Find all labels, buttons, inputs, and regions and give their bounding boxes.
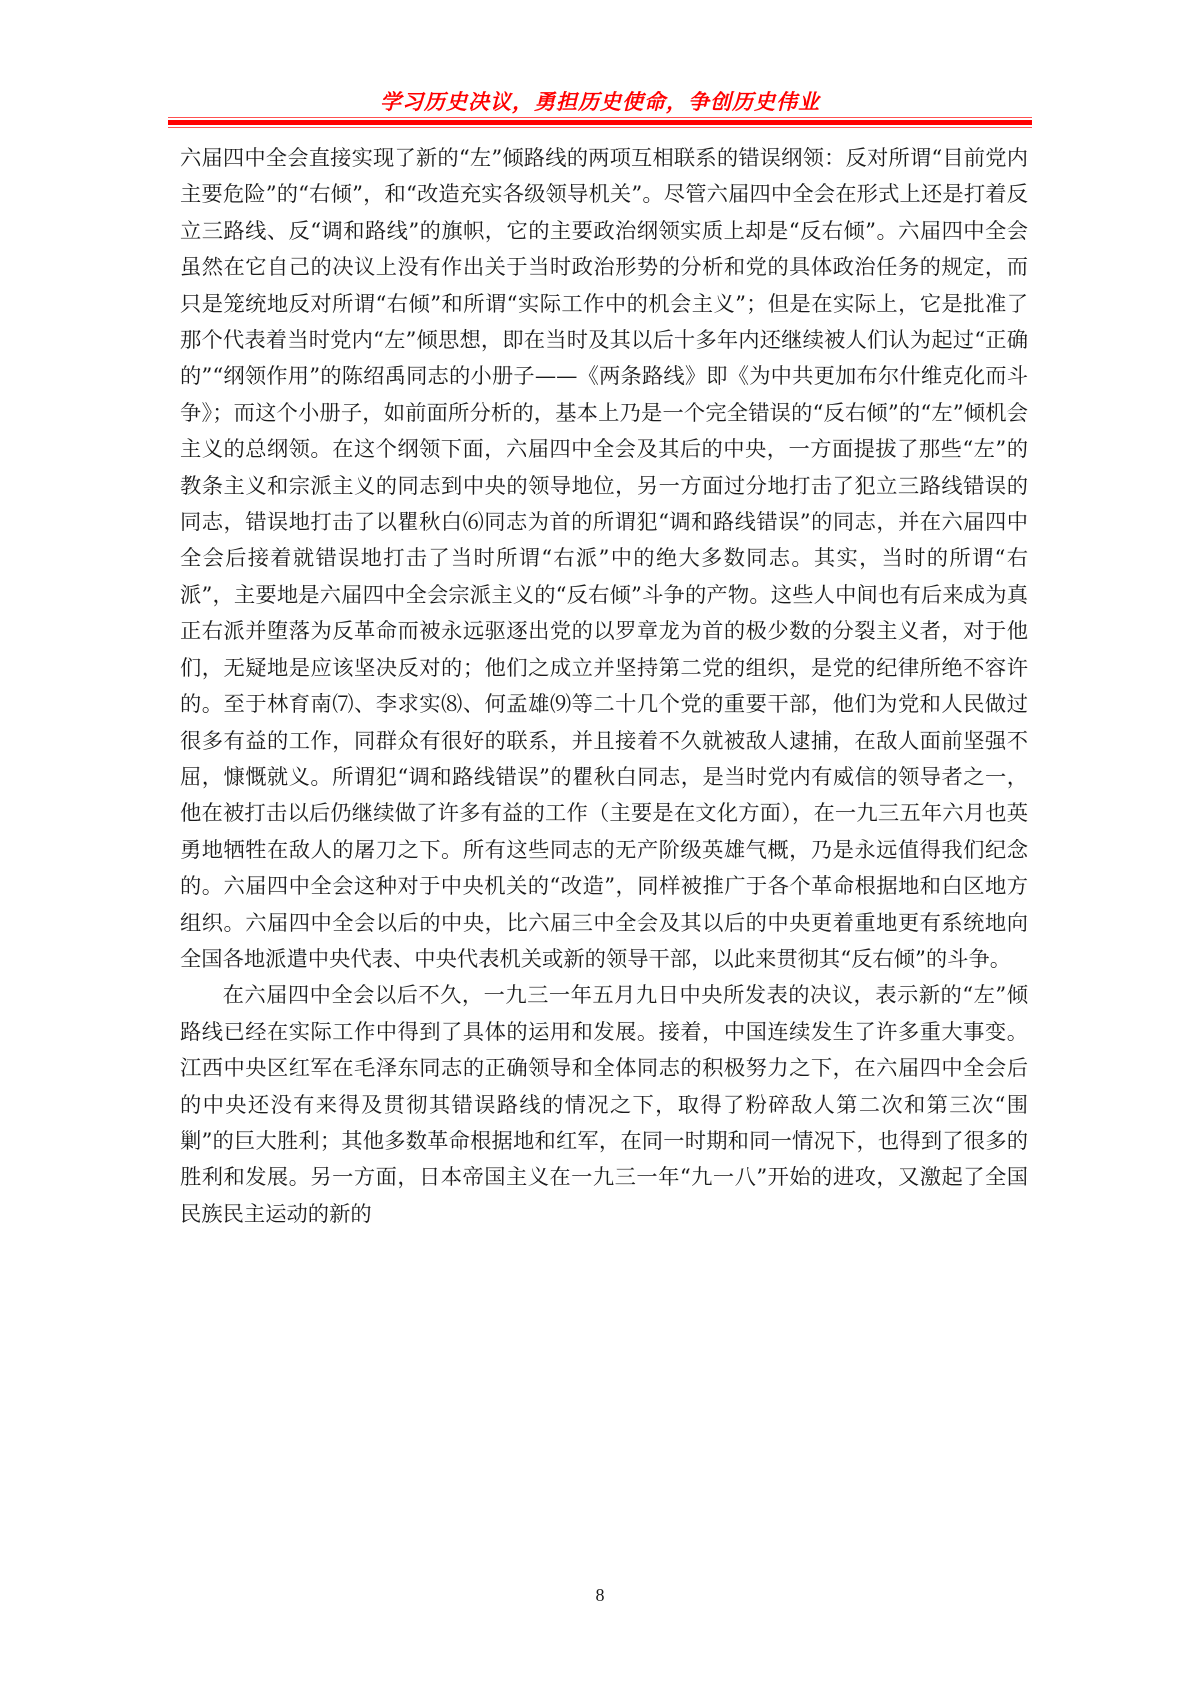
paragraph: 六届四中全会直接实现了新的“左”倾路线的两项互相联系的错误纲领：反对所谓“目前党内主要危险”的“右倾”，和“改造充实各级领导机关”。尽管六届四中全会在形式上还是打着反立三路线、反“调和路线”的旗帜，它的主要政治纲领实质上却是“反右倾”。六届四中全会虽然在它自己的决议上没有作出关于当时政治形势的分析和党的具体政治任务的规定，而只是笼统地反对所谓“右倾”和所谓“实际工作中的机会主义”；但是在实际上，它是批准了那个代表着当时党内“左”倾思想，即在当时及其以后十多年内还继续被人们认为起过“正确的”“纲领作用”的陈绍禹同志的小册子——《两条路线》即《为中共更加布尔什维克化而斗争》；而这个小册子，如前面所分析的，基本上乃是一个完全错误的“反右倾”的“左”倾机会主义的总纲领。在这个纲领下面，六届四中全会及其后的中央，一方面提拔了那些“左”的教条主义和宗派主义的同志到中央的领导地位，另一方面过分地打击了犯立三路线错误的同志，错误地打击了以瞿秋白⑹同志为首的所谓犯“调和路线错误”的同志，并在六届四中全会后接着就错误地打击了当时所谓“右派”中的绝大多数同志。其实，当时的所谓“右派”，主要地是六届四中全会宗派主义的“反右倾”斗争的产物。这些人中间也有后来成为真正右派并堕落为反革命而被永远驱逐出党的以罗章龙为首的极少数的分裂主义者，对于他们，无疑地是应该坚决反对的；他们之成立并坚持第二党的组织，是党的纪律所绝不容许的。至于林育南⑺、李求实⑻、何孟雄⑼等二十几个党的重要干部，他们为党和人民做过很多有益的工作，同群众有很好的联系，并且接着不久就被敌人逮捕，在敌人面前坚强不屈，慷慨就义。所谓犯“调和路线错误”的瞿秋白同志，是当时党内有威信的领导者之一，他在被打击以后仍继续做了许多有益的工作（主要是在文化方面），在一九三五年六月也英勇地牺牲在敌人的屠刀之下。所有这些同志的无产阶级英雄气概，乃是永远值得我们纪念的。六届四中全会这种对于中央机关的“改造”，同样被推广于各个革命根据地和白区地方组织。六届四中全会以后的中央，比六届三中全会及其以后的中央更着重地更有系统地向全国各地派遣中央代表、中央代表机关或新的领导干部，以此来贯彻其“反右倾”的斗争。 (180, 146, 1028, 972)
page-number: 8 (595, 1585, 605, 1605)
header-divider (168, 117, 1032, 128)
document-body (180, 141, 1028, 1233)
paragraph: 在六届四中全会以后不久，一九三一年五月九日中央所发表的决议，表示新的“左”倾路线已经在实际工作中得到了具体的运用和发展。接着，中国连续发生了许多重大事变。江西中央区红军在毛泽东同志的正确领导和全体同志的积极努力之下，在六届四中全会后的中央还没有来得及贯彻其错误路线的情况之下，取得了粉碎敌人第二次和第三次“围剿”的巨大胜利；其他多数革命根据地和红军，在同一时期和同一情况下，也得到了很多的胜利和发展。另一方面，日本帝国主义在一九三一年“九一八”开始的进攻，又激起了全国民族民主运动的新的 (180, 983, 1028, 1227)
header-title: 学习历史决议，勇担历史使命，争创历史伟业 (380, 89, 820, 114)
